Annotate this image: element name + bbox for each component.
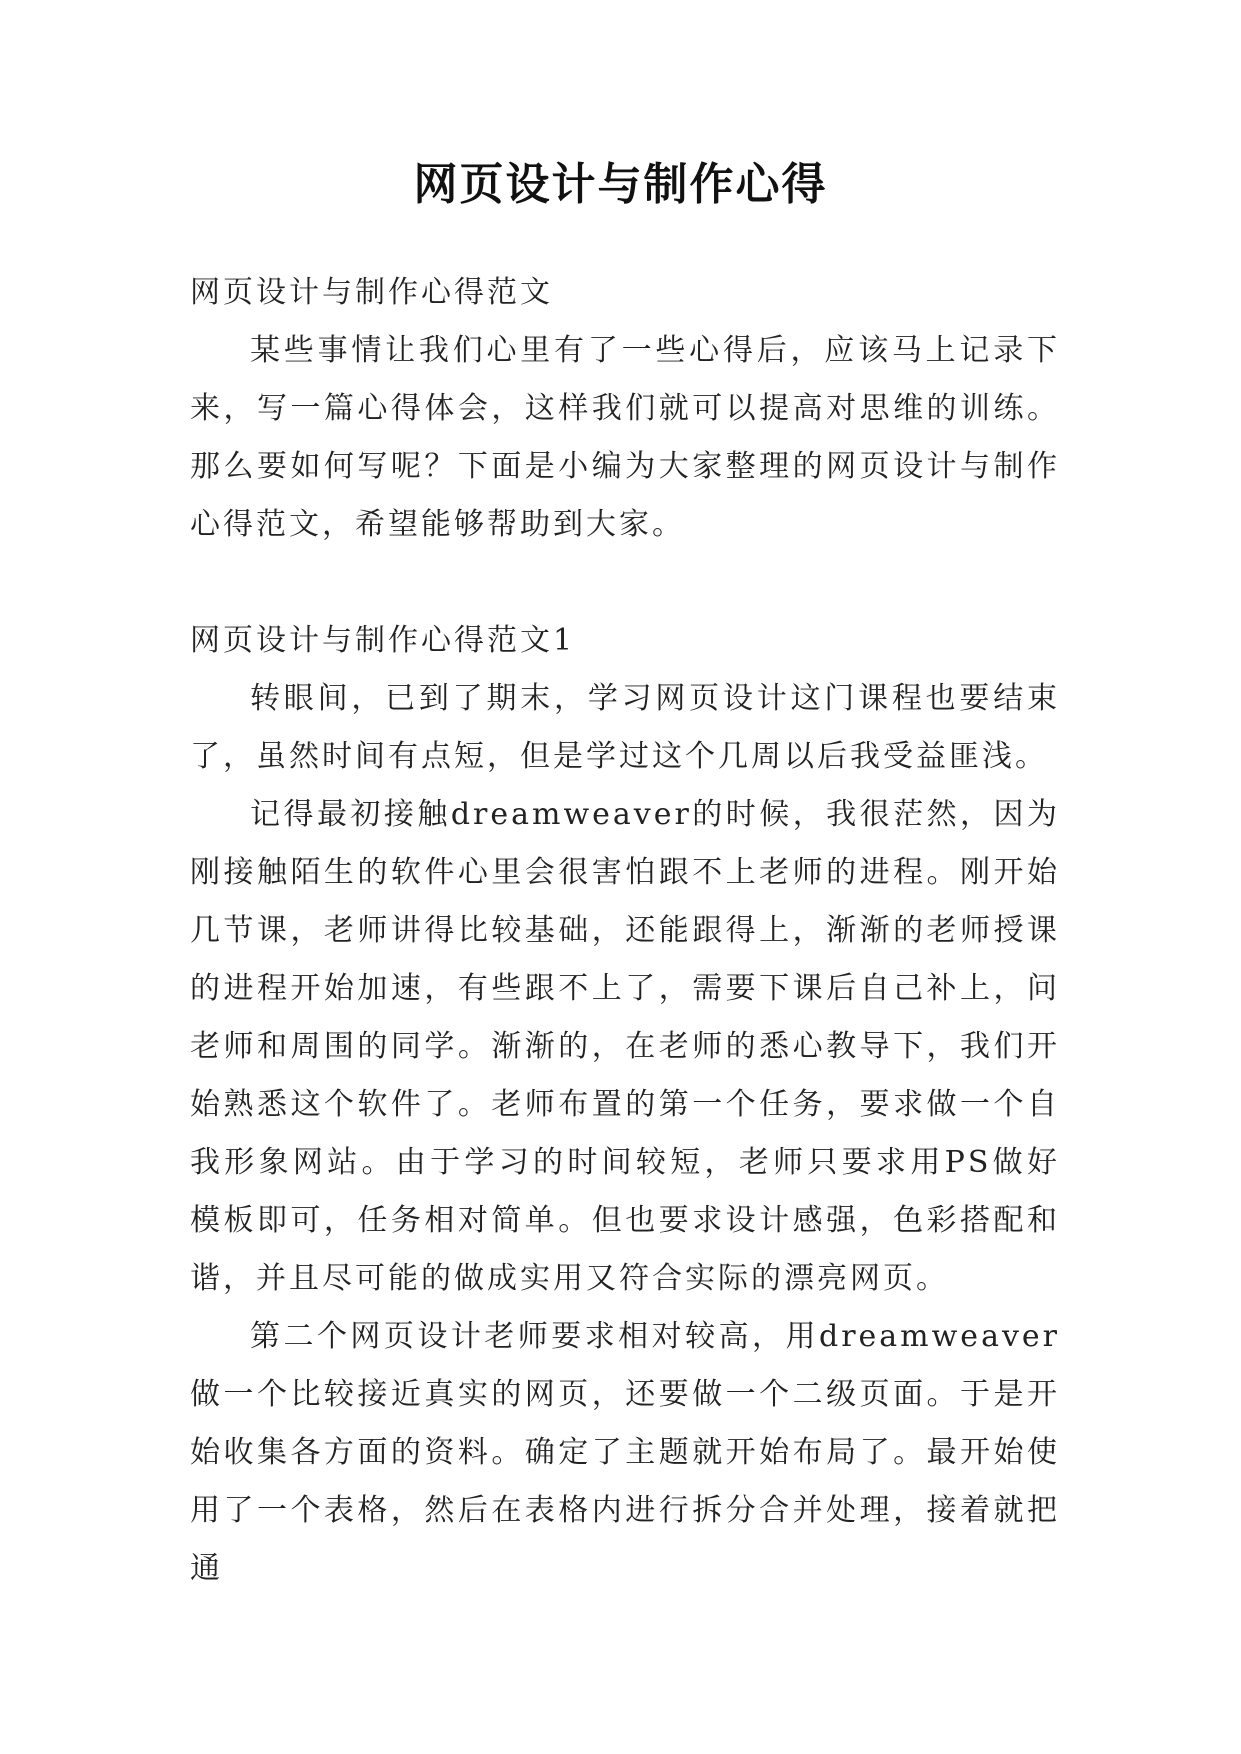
body-paragraph-2: 记得最初接触dreamweaver的时候，我很茫然，因为刚接触陌生的软件心里会很害怕跟不上老师的进程。刚开始几节课，老师讲得比较基础，还能跟得上，渐渐的老师授课的进程开始加速，有些跟不上了，需要下课后自己补上，问老师和周围的同学。渐渐的，在老师的悉心教导下，我们开始熟悉这个软件了。老师布置的第一个任务，要求做一个自我形象网站。由于学习的时间较短，老师只要求用PS做好模板即可，任务相对简单。但也要求设计感强，色彩搭配和谐，并且尽可能的做成实用又符合实际的漂亮网页。 xyxy=(190,797,1060,1296)
document-title: 网页设计与制作心得 xyxy=(413,159,828,210)
document-subtitle: 网页设计与制作心得范文 xyxy=(190,275,553,310)
section-heading: 网页设计与制作心得范文1 xyxy=(190,623,576,658)
document-body xyxy=(190,264,1060,1598)
section-spacer xyxy=(190,554,1060,612)
intro-paragraph: 某些事情让我们心里有了一些心得后，应该马上记录下来，写一篇心得体会，这样我们就可以提高对思维的训练。那么要如何写呢？下面是小编为大家整理的网页设计与制作心得范文，希望能够帮助到大家。 xyxy=(190,333,1060,542)
body-paragraph-1: 转眼间，已到了期末，学习网页设计这门课程也要结束了，虽然时间有点短，但是学过这个几周以后我受益匪浅。 xyxy=(190,681,1060,774)
body-paragraph-3: 第二个网页设计老师要求相对较高，用dreamweaver做一个比较接近真实的网页，还要做一个二级页面。于是开始收集各方面的资料。确定了主题就开始布局了。最开始使用了一个表格，然后在表格内进行拆分合并处理，接着就把通 xyxy=(190,1319,1060,1586)
